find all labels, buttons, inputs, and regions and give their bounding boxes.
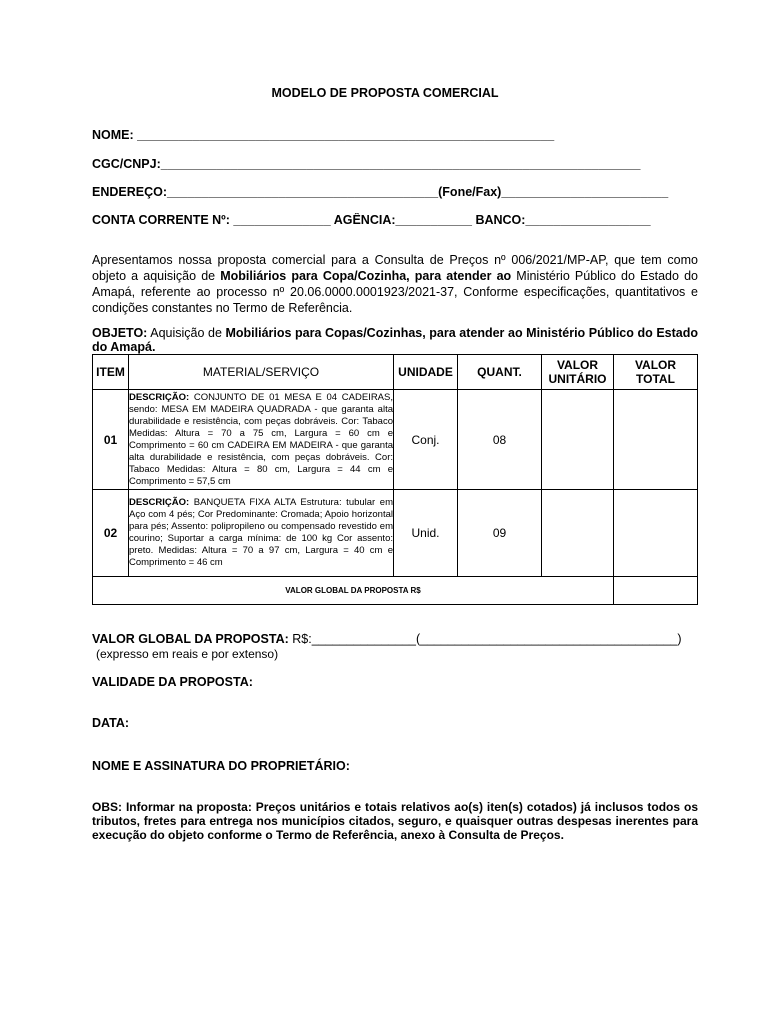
global-value-label: VALOR GLOBAL DA PROPOSTA R$ (93, 577, 614, 605)
header-item: ITEM (93, 355, 129, 390)
row-valor-total[interactable] (614, 390, 698, 490)
desc-label: DESCRIÇÃO: (129, 391, 190, 403)
row-description (129, 390, 394, 490)
row-quant: 08 (458, 390, 542, 490)
nome-field[interactable]: NOME: ____________________________________________________________ (92, 128, 555, 142)
row-valor-unitario[interactable] (542, 390, 614, 490)
objeto-label: OBJETO: (92, 326, 148, 340)
row-unidade: Conj. (394, 390, 458, 490)
intro-text-1: Apresentamos nossa proposta comercial para a Consulta de Preços nº 006/2021/MP-AP, que tem como objeto a aquisição de (92, 253, 698, 283)
header-material: MATERIAL/SERVIÇO (129, 355, 394, 390)
row-description (129, 490, 394, 577)
document-title: MODELO DE PROPOSTA COMERCIAL (271, 86, 499, 100)
data-label: DATA: (92, 716, 130, 730)
global-value-cell[interactable] (614, 577, 698, 605)
global-value-row (93, 577, 698, 605)
valor-global-label: VALOR GLOBAL DA PROPOSTA: (92, 632, 289, 646)
desc-text: CONJUNTO DE 01 MESA E 04 CADEIRAS, sendo: MESA EM MADEIRA QUADRADA - que garanta alta durabilidade e resistência, com peças dobráveis. Cor: Tabaco Medidas: Altura = 70 a 75 cm, Largura = 60 cm e Comprimento = 60 cm CADEIRA EM MADEIRA - que garanta alta durabilidade e resistência, com peças dobráveis. Cor: Tabaco Medidas: Altura = 80 cm, Largura = 44 cm e Comprimento = 57,5 cm (129, 391, 393, 487)
table-row (93, 390, 698, 490)
valor-global-line (92, 632, 682, 646)
proposal-table (92, 354, 698, 605)
objeto-text-bold: Mobiliários para Copas/Cozinhas, para atender ao Ministério Público do Estado do Amapá. (92, 326, 698, 354)
row-item-number: 01 (93, 390, 129, 490)
desc-label: DESCRIÇÃO: (129, 497, 190, 508)
cgc-cnpj-field[interactable]: CGC/CNPJ:_____________________________________________________________________ (92, 157, 641, 171)
conta-agencia-banco-field[interactable]: CONTA CORRENTE Nº: ______________ AGÊNCIA:___________ BANCO:__________________ (92, 213, 651, 227)
row-quant: 09 (458, 490, 542, 577)
intro-text-2: Ministério Público do Estado do Amapá, referente ao processo nº 20.06.0000.0001923/2021-37, Conforme especificações, quantitativos e condições constantes no Termo de Referência. (92, 269, 698, 315)
table-header-row (93, 355, 698, 390)
objeto-paragraph (92, 326, 698, 354)
objeto-text-1: Aquisição de (147, 326, 226, 340)
header-quant: QUANT. (458, 355, 542, 390)
desc-text: BANQUETA FIXA ALTA Estrutura: tubular em Aço com 4 pés; Cor Predominante: Cromada; Apoio horizontal para pés; Assento: polipropileno ou compensado revestido em courino; Suportar a carga mínima: de 100 kg Cor assento: preto. Medidas: Altura = 70 a 97 cm, Largura = 40 cm e Comprimento = 46 cm (129, 497, 393, 568)
row-valor-unitario[interactable] (542, 490, 614, 577)
header-valor-unitario: VALOR UNITÁRIO (542, 355, 614, 390)
row-unidade: Unid. (394, 490, 458, 577)
intro-text-bold: Mobiliários para Copa/Cozinha, para atender ao (220, 269, 512, 283)
assinatura-label: NOME E ASSINATURA DO PROPRIETÁRIO: (92, 759, 350, 773)
valor-global-hint: (expresso em reais e por extenso) (96, 647, 279, 661)
header-unidade: UNIDADE (394, 355, 458, 390)
row-valor-total[interactable] (614, 490, 698, 577)
intro-paragraph (92, 252, 698, 316)
header-valor-total: VALOR TOTAL (614, 355, 698, 390)
endereco-fone-field[interactable]: ENDEREÇO:_______________________________________(Fone/Fax)________________________ (92, 185, 669, 199)
valor-global-input[interactable]: R$:_______________(_____________________________________) (288, 632, 682, 646)
obs-paragraph: OBS: Informar na proposta: Preços unitários e totais relativos ao(s) iten(s) cotados) já inclusos todos os tributos, fretes para entrega nos municípios citados, seguro, e quaisquer outras despesas inerentes para execução do objeto conforme o Termo de Referência, anexo à Consulta de Preços. (92, 800, 698, 842)
table-row (93, 490, 698, 577)
row-item-number: 02 (93, 490, 129, 577)
validade-label: VALIDADE DA PROPOSTA: (92, 675, 253, 689)
